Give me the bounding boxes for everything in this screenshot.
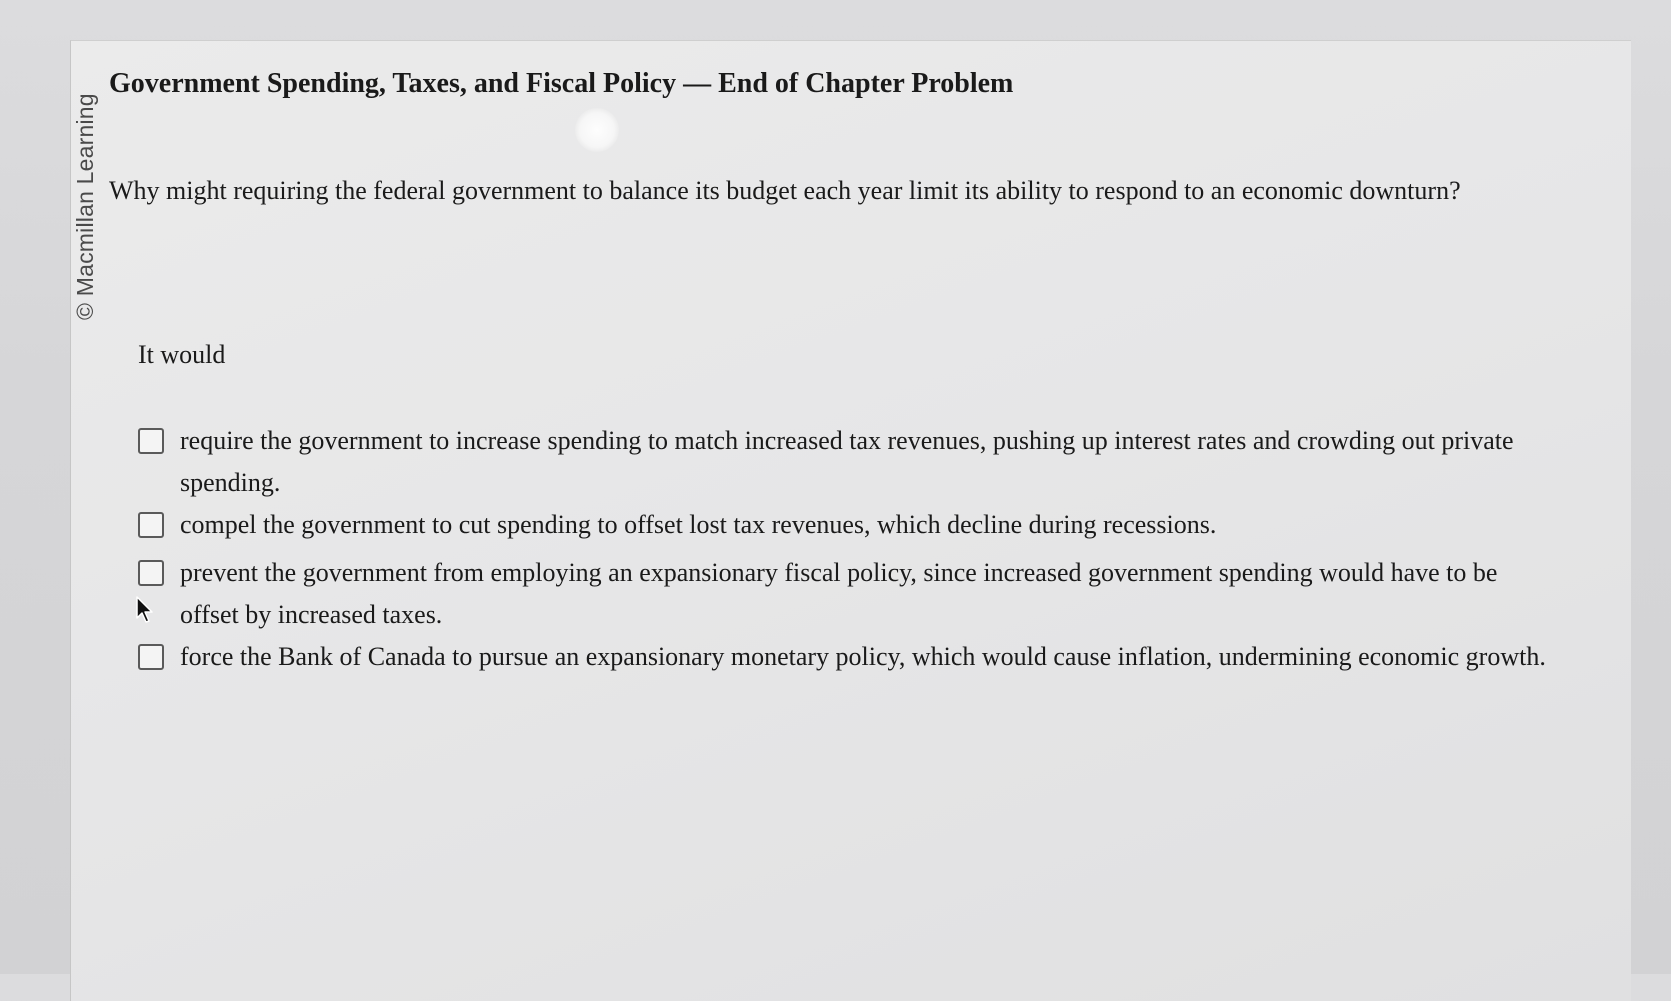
mouse-pointer-icon xyxy=(136,596,156,624)
answer-option-1[interactable] xyxy=(138,420,1558,504)
answer-option-4[interactable] xyxy=(138,636,1558,678)
screen-glare xyxy=(575,108,619,152)
checkbox-unchecked-icon[interactable] xyxy=(138,512,164,538)
answer-option-label: require the government to increase spending to match increased tax revenues, pushing up interest rates and crowding out private spending. xyxy=(180,426,1514,497)
answer-options xyxy=(138,420,1558,678)
checkbox-unchecked-icon[interactable] xyxy=(138,428,164,454)
answer-option-2[interactable] xyxy=(138,504,1558,546)
copyright-label: © Macmillan Learning xyxy=(72,93,98,320)
answer-option-label: force the Bank of Canada to pursue an expansionary monetary policy, which would cause inflation, undermining economic growth. xyxy=(180,642,1546,671)
answer-option-label: compel the government to cut spending to offset lost tax revenues, which decline during recessions. xyxy=(180,510,1217,539)
question-prompt: Why might requiring the federal government to balance its budget each year limit its ability to respond to an economic downturn? xyxy=(109,176,1461,205)
answer-option-label: prevent the government from employing an expansionary fiscal policy, since increased government spending would have to be offset by increased taxes. xyxy=(180,558,1498,629)
page-title: Government Spending, Taxes, and Fiscal Policy — End of Chapter Problem xyxy=(109,68,1014,99)
checkbox-unchecked-icon[interactable] xyxy=(138,560,164,586)
checkbox-unchecked-icon[interactable] xyxy=(138,644,164,670)
question-stem: It would xyxy=(138,340,226,369)
answer-option-3[interactable] xyxy=(138,552,1558,636)
